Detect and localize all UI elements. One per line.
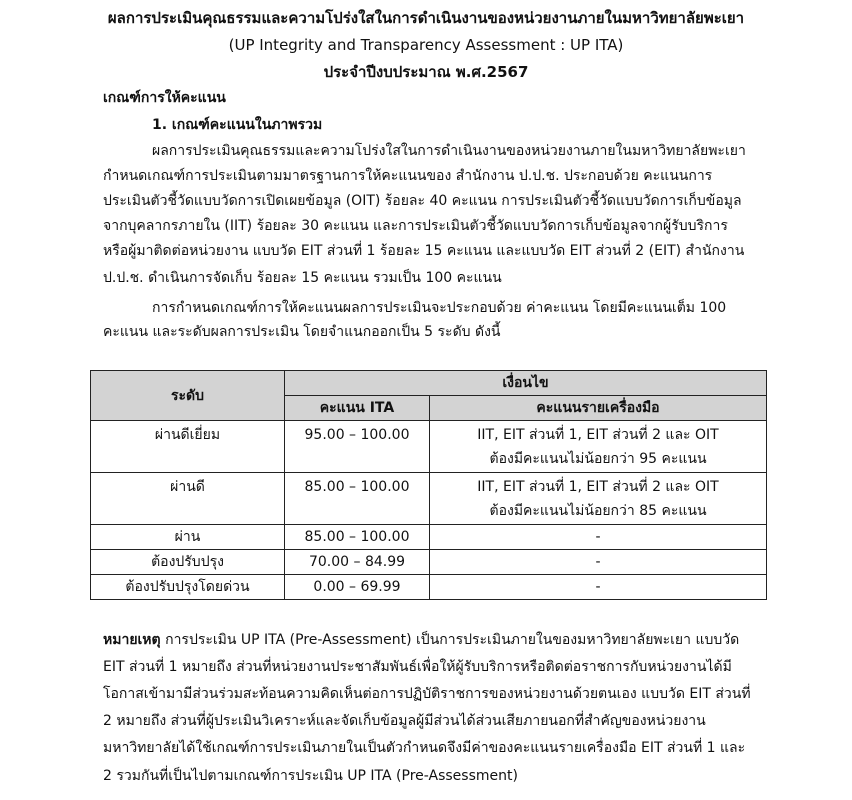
table-row [91, 421, 767, 473]
document-title-english: (UP Integrity and Transparency Assessment : UP ITA) [228, 36, 624, 54]
level-cell: ต้องปรับปรุง [91, 550, 285, 575]
note-line: EIT ส่วนที่ 1 หมายถึง ส่วนที่หน่วยงานประชาสัมพันธ์เพื่อให้ผู้รับบริการหรือติดต่อราชการกับหน่วยงานได้มี [103, 659, 732, 675]
header-level: ระดับ [91, 371, 285, 421]
table-row [91, 575, 767, 600]
header-ita-score: คะแนน ITA [285, 396, 430, 421]
section-heading: เกณฑ์การให้คะแนน [103, 90, 226, 106]
level-cell: ต้องปรับปรุงโดยด่วน [91, 575, 285, 600]
tool-cell-line: IIT, EIT ส่วนที่ 1, EIT ส่วนที่ 2 และ OIT [477, 427, 719, 443]
paragraph1-line: ประเมินตัวชี้วัดแบบวัดการเปิดเผยข้อมูล (OIT) ร้อยละ 40 คะแนน การประเมินตัวชี้วัดแบบวัดการเก็บข้อมูล [103, 193, 742, 209]
document-fiscal-year: ประจำปีงบประมาณ พ.ศ.2567 [323, 63, 529, 81]
header-tool-score: คะแนนรายเครื่องมือ [430, 396, 767, 421]
table-row [91, 473, 767, 525]
score-cell: 95.00 – 100.00 [285, 421, 430, 473]
tool-cell: - [430, 575, 767, 600]
paragraph2-line: คะแนน และระดับผลการประเมิน โดยจำแนกออกเป็น 5 ระดับ ดังนี้ [103, 324, 501, 340]
note-text: การประเมิน UP ITA (Pre-Assessment) เป็นการประเมินภายในของมหาวิทยาลัยพะเยา แบบวัด [160, 632, 740, 648]
document-title-thai: ผลการประเมินคุณธรรมและความโปร่งใสในการดำเนินงานของหน่วยงานภายในมหาวิทยาลัยพะเยา [107, 9, 745, 27]
tool-cell [430, 473, 767, 525]
table-header-row [91, 371, 767, 396]
note-line: มหาวิทยาลัยได้ใช้เกณฑ์การประเมินภายในเป็นตัวกำหนดจึงมีค่าของคะแนนรายเครื่องมือ EIT ส่วนที่ 1 และ [103, 740, 746, 756]
paragraph1-line: ผลการประเมินคุณธรรมและความโปร่งใสในการดำเนินงานของหน่วยงานภายในมหาวิทยาลัยพะเยา [152, 143, 746, 159]
paragraph1-line: กำหนดเกณฑ์การประเมินตามมาตรฐานการให้คะแนนของ สำนักงาน ป.ป.ช. ประกอบด้วย คะแนนการ [103, 168, 713, 184]
note-line: โอกาสเข้ามามีส่วนร่วมสะท้อนความคิดเห็นต่อการปฏิบัติราชการของหน่วยงานด้วยตนเอง แบบวัด EIT ส่วนที่ [103, 686, 751, 702]
tool-cell: - [430, 525, 767, 550]
score-cell: 85.00 – 100.00 [285, 525, 430, 550]
header-condition: เงื่อนไข [285, 371, 767, 396]
score-cell: 0.00 – 69.99 [285, 575, 430, 600]
table-row [91, 550, 767, 575]
paragraph1-line: จากบุคลากรภายใน (IIT) ร้อยละ 30 คะแนน และการประเมินตัวชี้วัดแบบวัดการเก็บข้อมูลจากผู้รับบริการ [103, 218, 728, 234]
score-cell: 70.00 – 84.99 [285, 550, 430, 575]
section-subheading: 1. เกณฑ์คะแนนในภาพรวม [152, 117, 323, 133]
paragraph1-line: ป.ป.ช. ดำเนินการจัดเก็บ ร้อยละ 15 คะแนน รวมเป็น 100 คะแนน [103, 270, 502, 286]
note-line: 2 รวมกันที่เป็นไปตามเกณฑ์การประเมิน UP ITA (Pre-Assessment) [103, 768, 518, 784]
note-label: หมายเหตุ [103, 632, 161, 648]
note-line [103, 630, 753, 650]
tool-cell: - [430, 550, 767, 575]
tool-cell-line: ต้องมีคะแนนไม่น้อยกว่า 85 คะแนน [489, 503, 707, 519]
level-cell: ผ่านดีเยี่ยม [91, 421, 285, 473]
tool-cell-line: IIT, EIT ส่วนที่ 1, EIT ส่วนที่ 2 และ OIT [477, 479, 719, 495]
paragraph1-line: หรือผู้มาติดต่อหน่วยงาน แบบวัด EIT ส่วนที่ 1 ร้อยละ 15 คะแนน และแบบวัด EIT ส่วนที่ 2 (EIT) สำนักงาน [103, 243, 745, 259]
table-row [91, 525, 767, 550]
tool-cell-line: ต้องมีคะแนนไม่น้อยกว่า 95 คะแนน [489, 451, 707, 467]
tool-cell [430, 421, 767, 473]
level-cell: ผ่านดี [91, 473, 285, 525]
note-line: 2 หมายถึง ส่วนที่ผู้ประเมินวิเคราะห์และจัดเก็บข้อมูลผู้มีส่วนได้ส่วนเสียภายนอกที่สำคัญของหน่วยงาน [103, 713, 706, 729]
paragraph2-line: การกำหนดเกณฑ์การให้คะแนนผลการประเมินจะประกอบด้วย ค่าคะแนน โดยมีคะแนนเต็ม 100 [152, 300, 727, 316]
score-cell: 85.00 – 100.00 [285, 473, 430, 525]
level-cell: ผ่าน [91, 525, 285, 550]
criteria-table [90, 370, 767, 600]
